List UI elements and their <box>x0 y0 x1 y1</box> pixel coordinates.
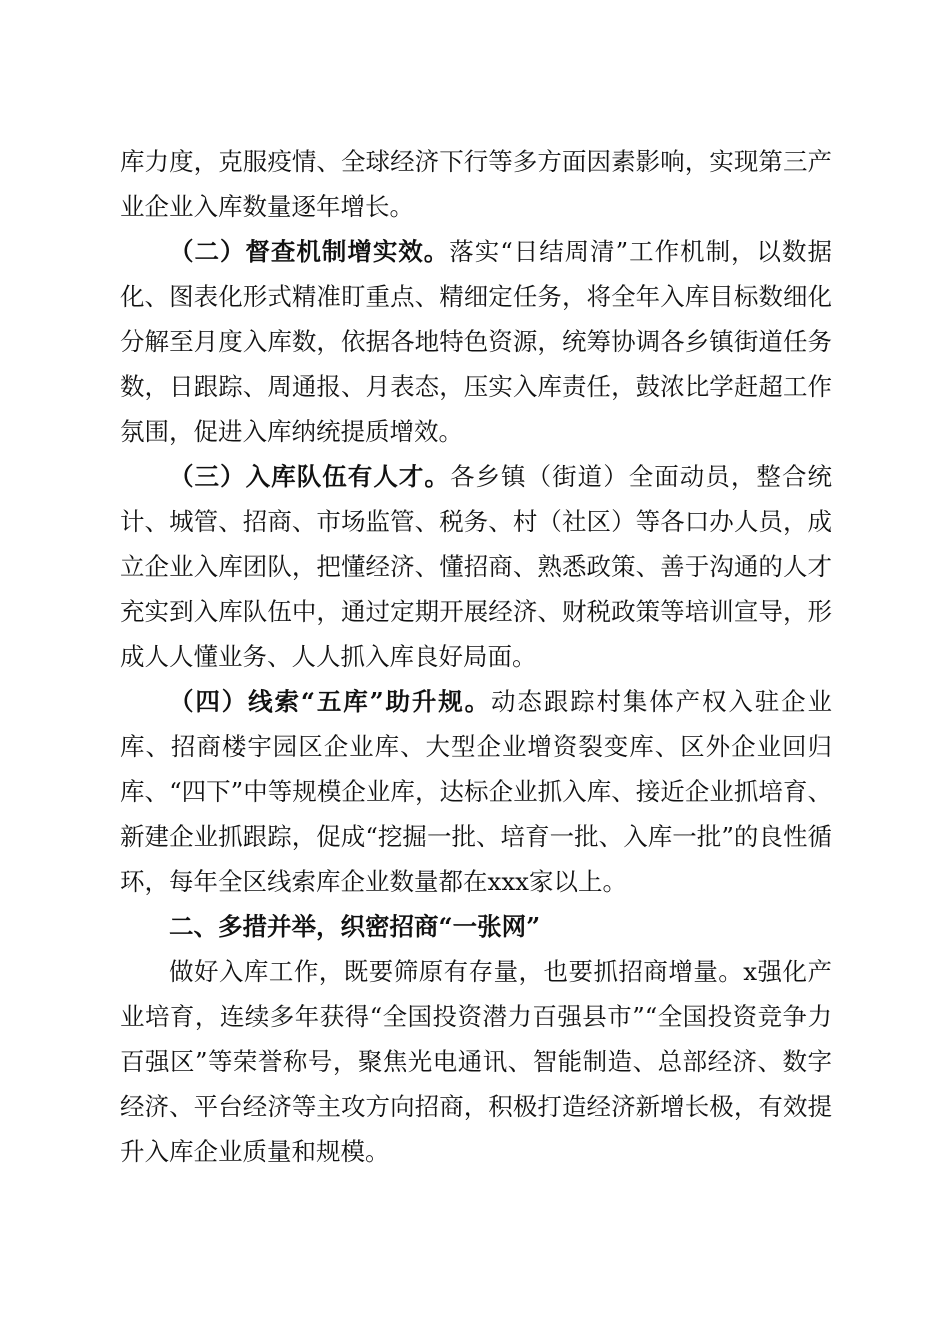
paragraph-five-libraries <box>120 679 832 904</box>
subheading-talent: （三）入库队伍有人才。 <box>169 462 450 491</box>
paragraph-closing <box>120 949 832 1174</box>
paragraph-continuation <box>120 139 832 229</box>
paragraph-text: 做好入库工作，既要筛原有存量，也要抓招商增量。x强化产业培育，连续多年获得“全国投资潜力百强县市”“全国投资竞争力百强区”等荣誉称号，聚焦光电通讯、智能制造、总部经济、数字经济、平台经济等主攻方向招商，积极打造经济新增长极，有效提升入库企业质量和规模。 <box>120 957 832 1166</box>
subheading-supervision: （二）督查机制增实效。 <box>169 237 450 266</box>
paragraph-supervision-mechanism <box>120 229 832 454</box>
document-body <box>120 139 832 1174</box>
paragraph-text: 落实“日结周清”工作机制，以数据化、图表化形式精准盯重点、精细定任务，将全年入库目标数细化分解至月度入库数，依据各地特色资源，统筹协调各乡镇街道任务数，日跟踪、周通报、月表态，压实入库责任，鼓浓比学赶超工作氛围，促进入库纳统提质增效。 <box>120 237 832 446</box>
subheading-five-libraries: （四）线索“五库”助升规。 <box>169 687 492 716</box>
section-heading: 二、多措并举，织密招商“一张网” <box>169 912 541 941</box>
paragraph-talent-team <box>120 454 832 679</box>
paragraph-text: 库力度，克服疫情、全球经济下行等多方面因素影响，实现第三产业企业入库数量逐年增长。 <box>120 147 832 221</box>
paragraph-text: 动态跟踪村集体产权入驻企业库、招商楼宇园区企业库、大型企业增资裂变库、区外企业回归库、“四下”中等规模企业库，达标企业抓入库、接近企业抓培育、新建企业抓跟踪，促成“挖掘一批、培育一批、入库一批”的良性循环，每年全区线索库企业数量都在xxx家以上。 <box>120 687 832 896</box>
paragraph-text: 各乡镇（街道）全面动员，整合统计、城管、招商、市场监管、税务、村（社区）等各口办人员，成立企业入库团队，把懂经济、懂招商、熟悉政策、善于沟通的人才充实到入库队伍中，通过定期开展经济、财税政策等培训宣导，形成人人懂业务、人人抓入库良好局面。 <box>120 462 833 671</box>
